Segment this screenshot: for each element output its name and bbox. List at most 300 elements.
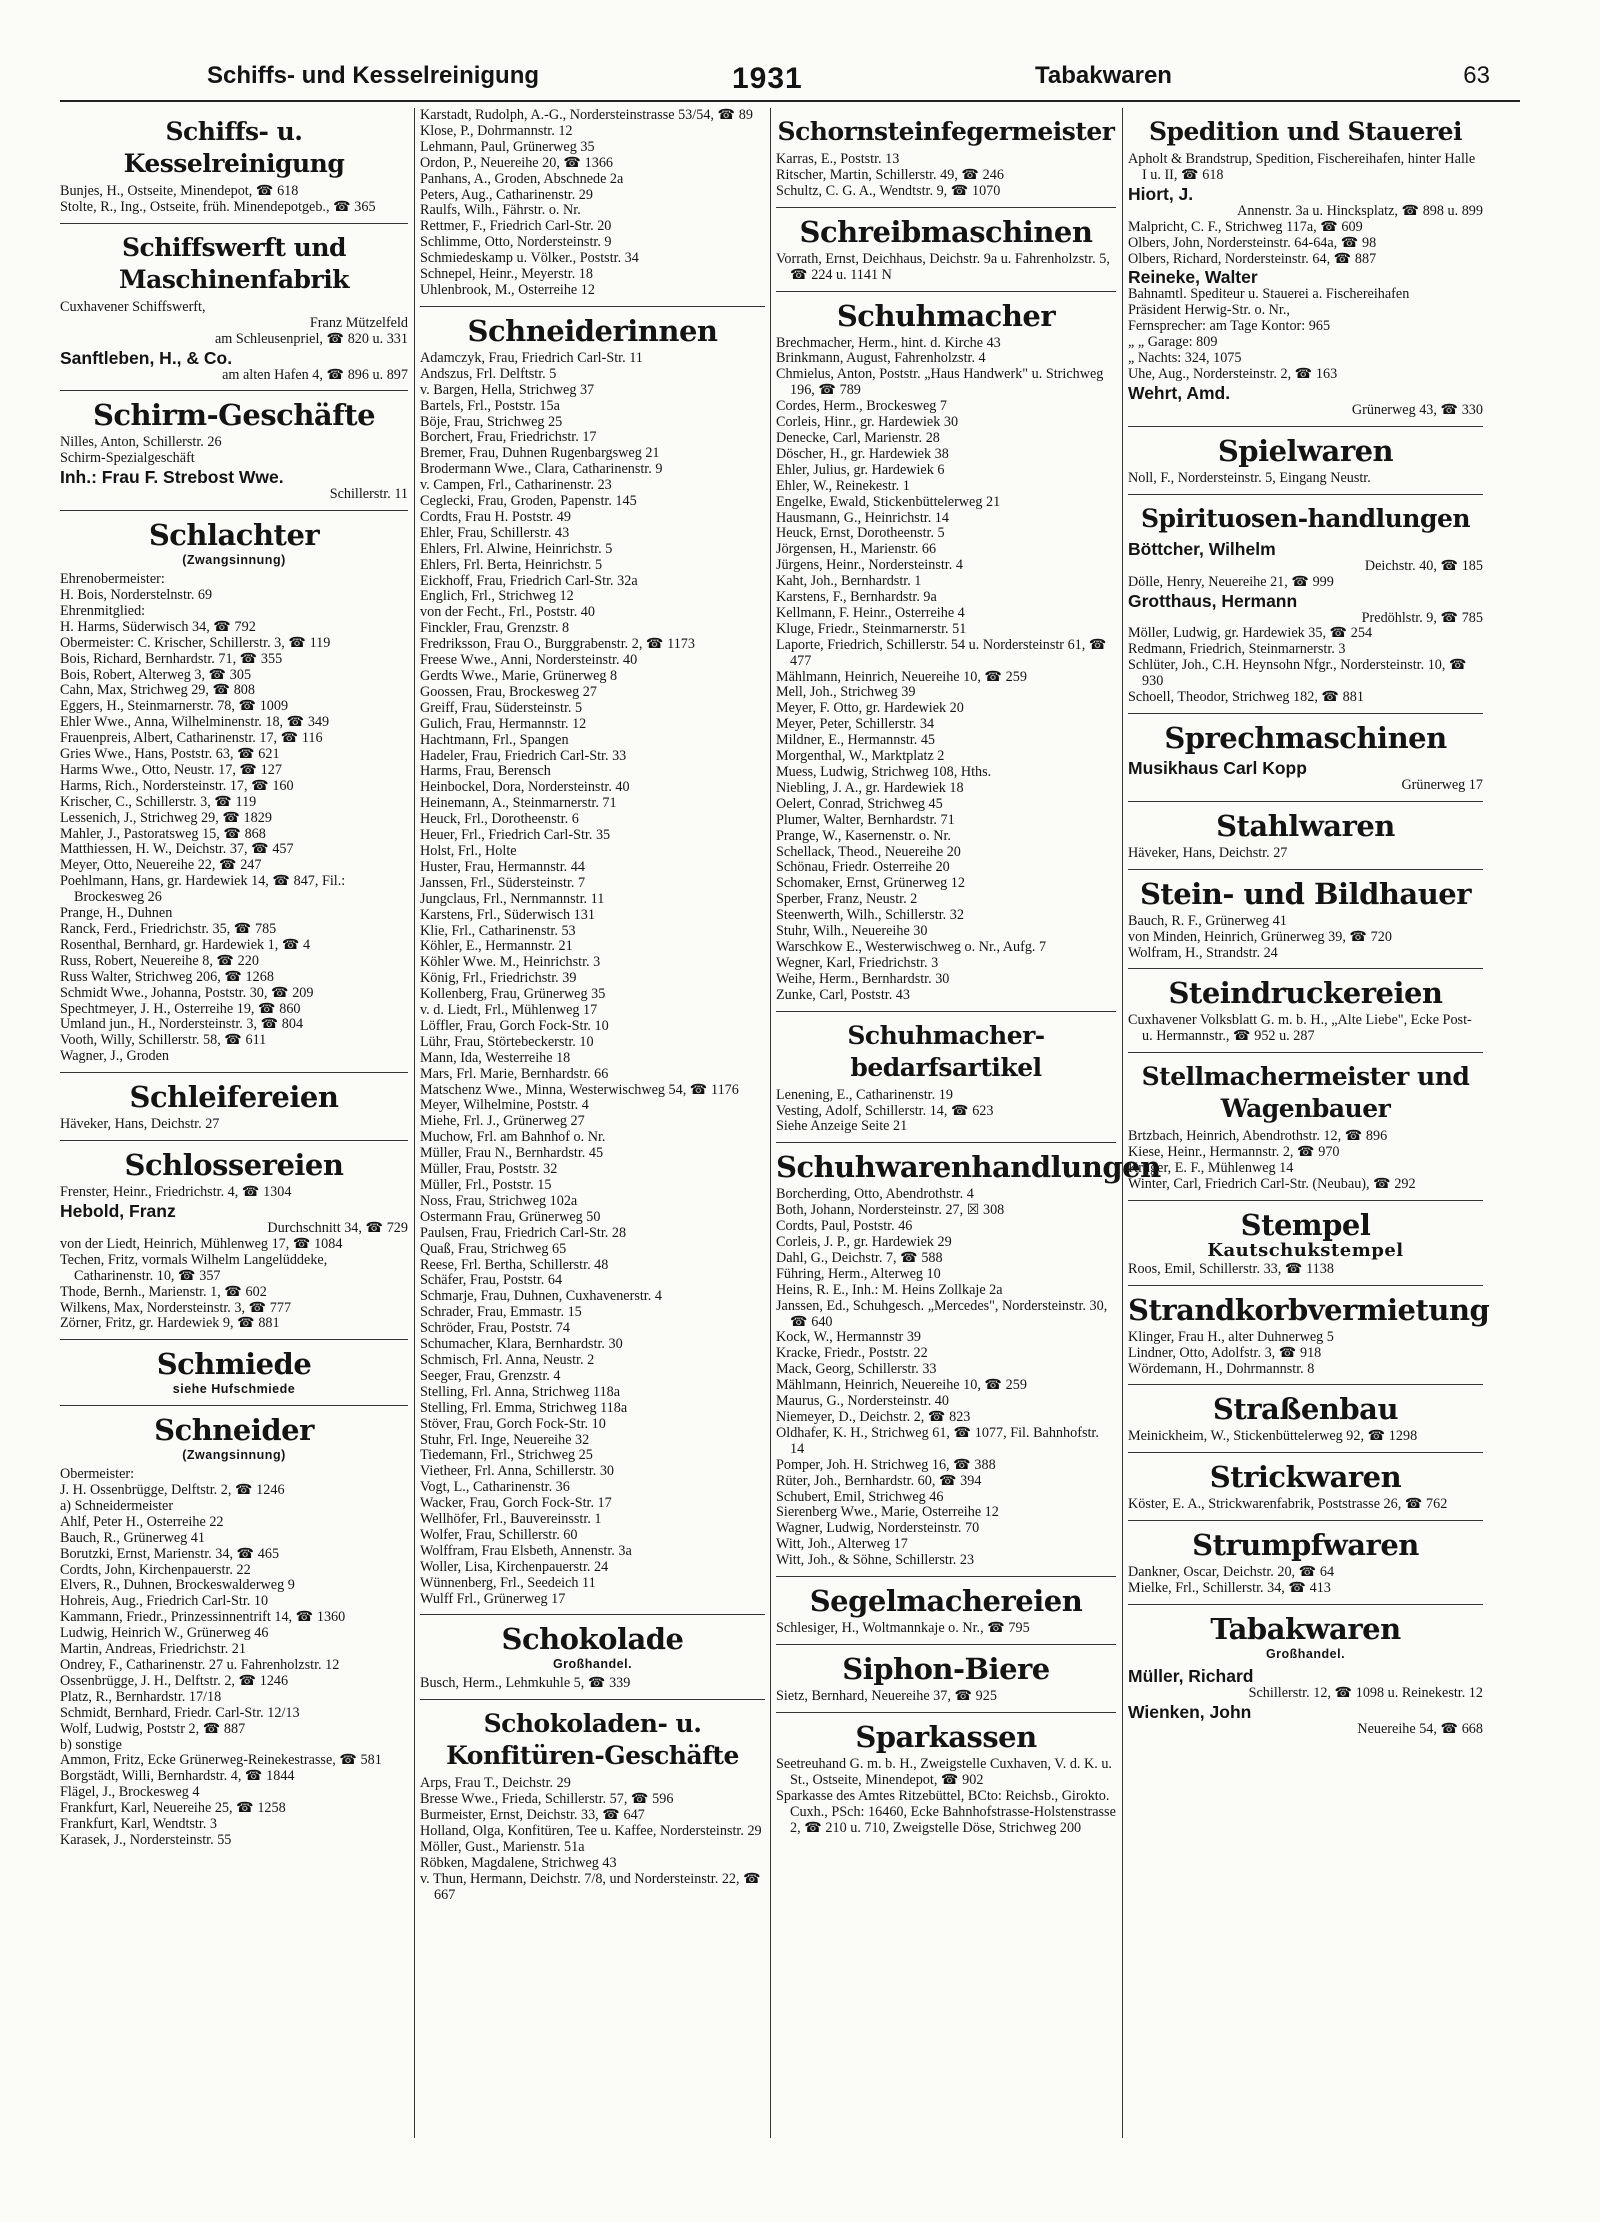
directory-entry: Kock, W., Hermannstr 39 <box>776 1329 922 1346</box>
directory-entry: Neuereihe 54, ☎ 668 <box>1357 1720 1483 1737</box>
directory-entry: Matthiessen, H. W., Deichstr. 37, ☎ 457 <box>60 841 294 858</box>
page-header <box>60 62 1540 102</box>
directory-entry: Eickhoff, Frau, Friedrich Carl-Str. 32a <box>420 572 638 589</box>
directory-entry: Muchow, Frl. am Bahnhof o. Nr. <box>420 1129 606 1146</box>
directory-entry: Mählmann, Heinrich, Neuereihe 10, ☎ 259 <box>776 1377 1027 1394</box>
directory-entry: Wolf, Ludwig, Poststr 2, ☎ 887 <box>60 1720 246 1737</box>
section-rule <box>420 306 765 307</box>
directory-entry: Klose, P., Dohrmannstr. 12 <box>420 122 573 139</box>
directory-entry: Karasek, J., Nordersteinstr. 55 <box>60 1831 232 1848</box>
directory-entry: Martin, Andreas, Friedrichstr. 21 <box>60 1641 246 1658</box>
directory-entry: Musikhaus Carl Kopp <box>1128 757 1307 778</box>
directory-entry: Borutzki, Ernst, Marienstr. 34, ☎ 465 <box>60 1545 280 1562</box>
section-heading: Stellmachermeister und Wagenbauer <box>1141 1062 1470 1124</box>
directory-entry: Müller, Frau N., Bernhardstr. 45 <box>420 1145 604 1162</box>
directory-entry: Wolfer, Frau, Schillerstr. 60 <box>420 1526 578 1543</box>
directory-entry: Noss, Frau, Strichweg 102a <box>420 1192 578 1209</box>
directory-entry: Schoell, Theodor, Strichweg 182, ☎ 881 <box>1128 689 1364 706</box>
directory-entry: Bauch, R., Grünerweg 41 <box>60 1529 205 1546</box>
directory-entry: Andszus, Frl. Delftstr. 5 <box>420 365 557 382</box>
directory-entry: Karstens, Frl., Süderwisch 131 <box>420 906 595 923</box>
directory-entry: Brechmacher, Herm., hint. d. Kirche 43 <box>776 334 1001 351</box>
directory-entry: Kellmann, F. Heinr., Osterreihe 4 <box>776 604 965 621</box>
directory-entry: Frenster, Heinr., Friedrichstr. 4, ☎ 1304 <box>60 1184 292 1201</box>
directory-entry: Schillerstr. 12, ☎ 1098 u. Reinekestr. 12 <box>1248 1684 1483 1701</box>
directory-entry: Vogt, L., Catharinenstr. 36 <box>420 1479 570 1496</box>
directory-entry: Schönau, Friedr. Osterreihe 20 <box>776 859 950 876</box>
directory-entry: von der Fecht., Frl., Poststr. 40 <box>420 604 595 621</box>
section-rule <box>60 1140 408 1141</box>
directory-entry: Engelke, Ewald, Stickenbüttelerweg 21 <box>776 493 1001 510</box>
directory-entry: Arps, Frau T., Deichstr. 29 <box>420 1775 571 1792</box>
directory-entry: H. Bois, Norderstelnstr. 69 <box>60 586 213 603</box>
directory-entry: Klinger, Frau H., alter Duhnerweg 5 <box>1128 1328 1334 1345</box>
section-rule <box>776 1011 1116 1012</box>
directory-entry: Cordts, Paul, Poststr. 46 <box>776 1218 913 1235</box>
directory-entry: Präsident Herwig-Str. o. Nr., <box>1128 302 1290 319</box>
header-rule <box>60 100 1520 102</box>
directory-entry: Prange, W., Kasernenstr. o. Nr. <box>776 827 951 844</box>
directory-entry: Mell, Joh., Strichweg 39 <box>776 684 916 701</box>
directory-entry: Stuhr, Wilh., Neuereihe 30 <box>776 923 928 940</box>
directory-entry: Gries Wwe., Hans, Poststr. 63, ☎ 621 <box>60 746 280 763</box>
directory-entry: a) Schneidermeister <box>60 1497 174 1514</box>
directory-entry: Meyer, F. Otto, gr. Hardewiek 20 <box>776 700 964 717</box>
section-rule <box>1128 1200 1483 1201</box>
directory-entry: Schröder, Frau, Poststr. 74 <box>420 1320 570 1337</box>
directory-entry: Borchert, Frau, Friedrichstr. 17 <box>420 429 597 446</box>
directory-entry: Heinbockel, Dora, Nordersteinstr. 40 <box>420 779 630 796</box>
section-heading: Spielwaren <box>1217 433 1394 468</box>
directory-entry: Franz Mützelfeld <box>309 314 408 331</box>
running-head-year: 1931 <box>732 62 803 95</box>
section-rule <box>1128 494 1483 495</box>
directory-entry: Rettmer, F., Friedrich Carl-Str. 20 <box>420 218 612 235</box>
directory-entry: Meyer, Otto, Neuereihe 22, ☎ 247 <box>60 857 262 874</box>
directory-entry: Englich, Frl., Strichweg 12 <box>420 588 574 605</box>
directory-entry: J. H. Ossenbrügge, Delftstr. 2, ☎ 1246 <box>60 1482 285 1499</box>
section-subheading: siehe Hufschmiede <box>172 1382 296 1397</box>
directory-entry: Ehrenmitglied: <box>60 602 146 619</box>
directory-entry: Woller, Lisa, Kirchenpauerstr. 24 <box>420 1558 609 1575</box>
directory-entry: Adamczyk, Frau, Friedrich Carl-Str. 11 <box>420 349 643 366</box>
section-rule <box>60 1405 408 1406</box>
directory-entry: Heuck, Ernst, Dorotheenstr. 5 <box>776 525 945 542</box>
directory-entry: Janssen, Frl., Südersteinstr. 7 <box>420 874 586 891</box>
directory-entry: am alten Hafen 4, ☎ 896 u. 897 <box>222 366 408 383</box>
directory-entry: Apholt & Brandstrup, Spedition, Fischereihafen, hinter Halle I u. II, ☎ 618 <box>1128 151 1476 183</box>
directory-entry: Schmiedeskamp u. Völker., Poststr. 34 <box>420 250 639 267</box>
section-heading: Schlachter <box>148 518 320 553</box>
directory-entry: Borcherding, Otto, Abendrothstr. 4 <box>776 1186 974 1203</box>
directory-entry: Sietz, Bernhard, Neuereihe 37, ☎ 925 <box>776 1687 997 1704</box>
page-number: 63 <box>1463 62 1490 89</box>
directory-entry: Vorrath, Ernst, Deichhaus, Deichstr. 9a u. Fahrenholzstr. 5, ☎ 224 u. 1141 N <box>776 250 1110 283</box>
directory-entry: Wolfram, H., Strandstr. 24 <box>1128 944 1278 961</box>
directory-entry: Ehler, W., Reinekestr. 1 <box>776 477 910 494</box>
directory-entry: Karstens, F., Bernhardstr. 9a <box>776 589 937 606</box>
directory-entry: Olbers, Richard, Nordersteinstr. 64, ☎ 887 <box>1128 250 1377 267</box>
directory-entry: Techen, Fritz, vormals Wilhelm Langelüddeke, Catharinenstr. 10, ☎ 357 <box>60 1251 328 1284</box>
directory-entry: Lühr, Frau, Störtebeckerstr. 10 <box>420 1033 594 1050</box>
directory-entry: Weihe, Herm., Bernhardstr. 30 <box>776 970 950 987</box>
section-rule <box>60 1339 408 1340</box>
directory-entry: Jörgensen, H., Marienstr. 66 <box>776 541 937 558</box>
section-heading: Tabakwaren <box>1210 1612 1401 1647</box>
directory-entry: Huster, Frau, Hermannstr. 44 <box>420 858 585 875</box>
directory-entry: Laporte, Friedrich, Schillerstr. 54 u. Nordersteinstr 61, ☎ 477 <box>776 636 1107 669</box>
section-heading: Spedition und Stauerei <box>1148 117 1462 146</box>
directory-entry: Wagner, J., Groden <box>60 1048 169 1065</box>
directory-entry: Kracke, Friedr., Poststr. 22 <box>776 1345 928 1362</box>
directory-entry: Bremer, Frau, Duhnen Rugenbargsweg 21 <box>420 445 660 462</box>
directory-entry: v. Bargen, Hella, Strichweg 37 <box>420 381 595 398</box>
section-heading: Schmiede <box>156 1347 312 1382</box>
section-heading: Sprechmaschinen <box>1164 720 1447 755</box>
directory-entry: Führing, Herm., Alterweg 10 <box>776 1265 941 1282</box>
directory-entry: Chmielus, Anton, Poststr. „Haus Handwerk" u. Strichweg 196, ☎ 789 <box>776 366 1104 399</box>
directory-entry: Hebold, Franz <box>60 1200 176 1221</box>
directory-entry: Roos, Emil, Schillerstr. 33, ☎ 1138 <box>1128 1260 1334 1277</box>
section-subheading: Großhandel. <box>552 1657 633 1672</box>
directory-entry: Bresse Wwe., Frieda, Schillerstr. 57, ☎ 596 <box>420 1791 674 1808</box>
directory-entry: Greiff, Frau, Südersteinstr. 5 <box>420 699 583 716</box>
section-rule <box>1128 426 1483 427</box>
directory-entry: Bartels, Frl., Poststr. 15a <box>420 397 560 414</box>
directory-entry: Stöver, Frau, Gorch Fock-Str. 10 <box>420 1415 606 1432</box>
directory-entry: Dölle, Henry, Neuereihe 21, ☎ 999 <box>1128 573 1334 590</box>
section-rule <box>776 291 1116 292</box>
directory-entry: Plumer, Walter, Bernhardstr. 71 <box>776 811 955 828</box>
directory-entry: Kollenberg, Frau, Grünerweg 35 <box>420 986 606 1003</box>
directory-entry: Reineke, Walter <box>1128 267 1258 288</box>
directory-entry: Wegner, Karl, Friedrichstr. 3 <box>776 954 939 971</box>
directory-entry: Hiort, J. <box>1128 183 1194 204</box>
directory-entry: Lenening, E., Catharinenstr. 19 <box>776 1086 953 1103</box>
section-heading: Strandkorbvermietung <box>1128 1292 1490 1327</box>
directory-entry: Ehlers, Frl. Alwine, Heinrichstr. 5 <box>420 540 613 557</box>
directory-entry: Niebling, J. A., gr. Hardewiek 18 <box>776 779 964 796</box>
directory-entry: Wilkens, Max, Nordersteinstr. 3, ☎ 777 <box>60 1299 292 1316</box>
directory-entry: Heuer, Frl., Friedrich Carl-Str. 35 <box>420 827 611 844</box>
directory-entry: Schlüter, Joh., C.H. Heynsohn Nfgr., Nordersteinstr. 10, ☎ 930 <box>1128 657 1467 690</box>
directory-entry: Ahlf, Peter H., Osterreihe 22 <box>60 1513 224 1530</box>
directory-entry: v. Campen, Frl., Catharinenstr. 23 <box>420 477 612 494</box>
section-rule <box>776 1576 1116 1577</box>
directory-entry: Peters, Aug., Catharinenstr. 29 <box>420 186 593 203</box>
directory-entry: Krüger, E. F., Mühlenweg 14 <box>1128 1160 1294 1177</box>
directory-entry: Meyer, Wilhelmine, Poststr. 4 <box>420 1097 589 1114</box>
directory-entry: Ludwig, Heinrich W., Grünerweg 46 <box>60 1625 269 1642</box>
directory-entry: Seeger, Frau, Grenzstr. 4 <box>420 1367 561 1384</box>
directory-entry: Bois, Richard, Bernhardstr. 71, ☎ 355 <box>60 650 283 667</box>
directory-entry: Wagner, Ludwig, Nordersteinstr. 70 <box>776 1520 980 1537</box>
directory-entry: Corleis, J. P., gr. Hardewiek 29 <box>776 1234 952 1251</box>
directory-entry: Muess, Ludwig, Strichweg 108, Hths. <box>776 764 992 780</box>
directory-entry: Matschenz Wwe., Minna, Westerwischweg 54, ☎ 1176 <box>420 1081 739 1098</box>
directory-entry: b) sonstige <box>60 1736 122 1753</box>
directory-entry: Miehe, Frl. J., Grünerweg 27 <box>420 1113 585 1130</box>
section-heading: Schokolade <box>501 1622 684 1657</box>
section-heading: Sparkassen <box>855 1719 1037 1754</box>
directory-entry: Ondrey, F., Catharinenstr. 27 u. Fahrenholzstr. 12 <box>60 1657 340 1673</box>
directory-entry: Schnepel, Heinr., Meyerstr. 18 <box>420 266 593 283</box>
directory-entry: Fredriksson, Frau O., Burggrabenstr. 2, ☎ 1173 <box>420 636 695 653</box>
directory-entry: Corleis, Hinr., gr. Hardewiek 30 <box>776 414 959 431</box>
directory-entry: Harms, Rich., Nordersteinstr. 17, ☎ 160 <box>60 777 294 794</box>
directory-entry: Gerdts Wwe., Marie, Grünerweg 8 <box>420 668 618 684</box>
directory-entry: Karstadt, Rudolph, A.-G., Nordersteinstrasse 53/54, ☎ 89 <box>420 107 753 123</box>
directory-entry: Sparkasse des Amtes Ritzebüttel, BCto: Reichsb., Girokto. Cuxh., PSch: 16460, Ecke Bahnhofstrasse-Holstenstrasse 2, ☎ 210 u. 710, Zweigstelle Döse, Strichweg 200 <box>776 1787 1116 1836</box>
directory-entry: „ „ Garage: 809 <box>1128 334 1218 351</box>
directory-entry: von der Liedt, Heinrich, Mühlenweg 17, ☎ 1084 <box>60 1235 343 1252</box>
directory-entry: Inh.: Frau F. Strebost Wwe. <box>60 467 284 488</box>
directory-entry: Bunjes, H., Ostseite, Minendepot, ☎ 618 <box>60 183 299 199</box>
directory-entry: Ritscher, Martin, Schillerstr. 49, ☎ 246 <box>776 166 1004 183</box>
directory-entry: Panhans, A., Groden, Abschnede 2a <box>420 170 624 187</box>
directory-entry: Russ, Robert, Neuereihe 8, ☎ 220 <box>60 952 259 969</box>
directory-entry: Ehrenobermeister: <box>60 571 165 588</box>
directory-entry: Jungclaus, Frl., Nernmannstr. 11 <box>420 890 605 907</box>
directory-entry: Brodermann Wwe., Clara, Catharinenstr. 9 <box>420 461 663 478</box>
section-rule <box>1128 1384 1483 1385</box>
section-heading: Schiffs- u. Kesselreinigung <box>123 117 345 178</box>
directory-entry: Seetreuhand G. m. b. H., Zweigstelle Cuxhaven, V. d. K. u. St., Ostseite, Minendepot, ☎ 902 <box>776 1755 1112 1788</box>
directory-entry: Olbers, John, Nordersteinstr. 64-64a, ☎ 98 <box>1128 234 1377 251</box>
directory-entry: Schomaker, Ernst, Grünerweg 12 <box>776 875 965 892</box>
directory-entry: Holst, Frl., Holte <box>420 842 517 859</box>
directory-entry: Cordts, John, Kirchenpauerstr. 22 <box>60 1561 251 1578</box>
directory-entry: Warschkow E., Westerwischweg o. Nr., Aufg. 7 <box>776 938 1047 955</box>
directory-entry: Stuhr, Frl. Inge, Neuereihe 32 <box>420 1431 590 1448</box>
directory-entry: Schäfer, Frau, Poststr. 64 <box>420 1272 563 1289</box>
directory-entry: Freese Wwe., Anni, Nordersteinstr. 40 <box>420 652 638 669</box>
section-heading: Strickwaren <box>1209 1460 1402 1495</box>
directory-entry: Eggers, H., Steinmarnerstr. 78, ☎ 1009 <box>60 698 289 715</box>
directory-entry: Häveker, Hans, Deichstr. 27 <box>1128 844 1288 861</box>
section-heading: Schreibmaschinen <box>799 214 1093 249</box>
section-rule <box>1128 1285 1483 1286</box>
section-rule <box>60 390 408 391</box>
directory-entry: Grünerweg 43, ☎ 330 <box>1351 401 1483 418</box>
directory-entry: Morgenthal, W., Marktplatz 2 <box>776 748 945 765</box>
directory-entry: Mack, Georg, Schillerstr. 33 <box>776 1361 937 1378</box>
section-heading: Segelmachereien <box>809 1584 1083 1619</box>
section-heading: Strumpfwaren <box>1192 1528 1419 1563</box>
section-subheading: Kautschukstempel <box>1207 1239 1404 1261</box>
directory-entry: Mars, Frl. Marie, Bernhardstr. 66 <box>420 1065 609 1082</box>
directory-entry: Witt, Joh., Alterweg 17 <box>776 1536 908 1553</box>
section-heading: Schlossereien <box>124 1148 344 1183</box>
directory-entry: Schultz, C. G. A., Wendtstr. 9, ☎ 1070 <box>776 182 1001 199</box>
section-heading: Spirituosen-handlungen <box>1140 503 1471 533</box>
directory-entry: Russ Walter, Strichweg 206, ☎ 1268 <box>60 968 274 985</box>
directory-entry: Zörner, Fritz, gr. Hardewiek 9, ☎ 881 <box>60 1315 280 1332</box>
directory-entry: Hadeler, Frau, Friedrich Carl-Str. 33 <box>420 747 627 764</box>
directory-entry: Malpricht, C. F., Strichweg 117a, ☎ 609 <box>1128 218 1363 235</box>
directory-entry: Ammon, Fritz, Ecke Grünerweg-Reinekestrasse, ☎ 581 <box>60 1752 382 1769</box>
section-rule <box>1128 968 1483 969</box>
section-rule <box>1128 801 1483 802</box>
directory-entry: Oldhafer, K. H., Strichweg 61, ☎ 1077, Fil. Bahnhofstr. 14 <box>776 1424 1099 1457</box>
directory-entry: Reese, Frl. Bertha, Schillerstr. 48 <box>420 1256 609 1273</box>
directory-entry: Janssen, Ed., Schuhgesch. „Mercedes", Nordersteinstr. 30, ☎ 640 <box>776 1297 1108 1330</box>
directory-entry: Möller, Ludwig, gr. Hardewiek 35, ☎ 254 <box>1128 625 1373 642</box>
directory-entry: Hausmann, G., Heinrichstr. 14 <box>776 509 949 526</box>
directory-entry: Ehlers, Frl. Berta, Heinrichstr. 5 <box>420 556 603 573</box>
section-heading: Straßenbau <box>1212 1392 1399 1427</box>
directory-entry: Müller, Richard <box>1128 1665 1254 1686</box>
directory-entry: Krischer, C., Schillerstr. 3, ☎ 119 <box>60 793 257 810</box>
column-2 <box>420 108 765 1904</box>
directory-entry: Siehe Anzeige Seite 21 <box>776 1118 908 1135</box>
directory-entry: Holland, Olga, Konfitüren, Tee u. Kaffee, Nordersteinstr. 29 <box>420 1823 762 1839</box>
directory-entry: H. Harms, Süderwisch 34, ☎ 792 <box>60 618 256 635</box>
directory-entry: Both, Johann, Nordersteinstr. 27, ☒ 308 <box>776 1202 1005 1219</box>
directory-entry: Platz, R., Bernhardstr. 17/18 <box>60 1688 222 1705</box>
directory-entry: Schmidt, Bernhard, Friedr. Carl-Str. 12/13 <box>60 1704 300 1721</box>
directory-entry: „ Nachts: 324, 1075 <box>1128 350 1242 367</box>
directory-entry: Jürgens, Heinr., Nordersteinstr. 4 <box>776 557 963 574</box>
section-subheading: Großhandel. <box>1265 1647 1346 1662</box>
directory-entry: Sperber, Franz, Neustr. 2 <box>776 891 918 908</box>
section-subheading: (Zwangsinnung) <box>182 553 286 568</box>
directory-entry: Fernsprecher: am Tage Kontor: 965 <box>1128 318 1331 335</box>
directory-entry: Stelling, Frl. Anna, Strichweg 118a <box>420 1383 621 1400</box>
directory-entry: Klie, Frl., Catharinenstr. 53 <box>420 922 576 939</box>
directory-entry: Grotthaus, Hermann <box>1128 590 1298 611</box>
directory-entry: am Schleusenpriel, ☎ 820 u. 331 <box>214 330 408 347</box>
section-heading: Schleifereien <box>129 1080 339 1115</box>
directory-entry: Wienken, John <box>1128 1701 1252 1722</box>
column-1 <box>60 108 408 1849</box>
section-rule <box>776 1142 1116 1143</box>
directory-entry: Ossenbrügge, J. H., Delftstr. 2, ☎ 1246 <box>60 1672 289 1689</box>
directory-entry: Meyer, Peter, Schillerstr. 34 <box>776 716 935 733</box>
section-rule <box>1128 1520 1483 1521</box>
directory-entry: Oelert, Conrad, Strichweg 45 <box>776 795 943 812</box>
directory-entry: Hohreis, Aug., Friedrich Carl-Str. 10 <box>60 1593 269 1610</box>
directory-entry: Sanftleben, H., & Co. <box>60 347 233 368</box>
directory-entry: Cahn, Max, Strichweg 29, ☎ 808 <box>60 682 255 699</box>
section-rule <box>1128 869 1483 870</box>
directory-entry: Flägel, J., Brockesweg 4 <box>60 1784 200 1801</box>
directory-entry: Kluge, Friedr., Steinmarnerstr. 51 <box>776 620 967 637</box>
directory-entry: Noll, F., Nordersteinstr. 5, Eingang Neustr. <box>1128 469 1371 486</box>
directory-entry: Bahnamtl. Spediteur u. Stauerei a. Fischereihafen <box>1128 286 1410 303</box>
directory-entry: Wellhöfer, Frl., Bauvereinsstr. 1 <box>420 1511 602 1528</box>
directory-entry: Mielke, Frl., Schillerstr. 34, ☎ 413 <box>1128 1580 1331 1597</box>
directory-entry: Ehler, Frau, Schillerstr. 43 <box>420 524 570 541</box>
directory-entry: Schlesiger, H., Woltmannkaje o. Nr., ☎ 795 <box>776 1620 1030 1637</box>
section-rule <box>1128 1604 1483 1605</box>
directory-entry: Wördemann, H., Dohrmannstr. 8 <box>1128 1360 1315 1377</box>
directory-entry: Schlimme, Otto, Nordersteinstr. 9 <box>420 234 612 251</box>
section-rule <box>1128 1052 1483 1053</box>
directory-entry: Heinemann, A., Steinmarnerstr. 71 <box>420 795 617 812</box>
directory-entry: Tiedemann, Frl., Strichweg 25 <box>420 1447 593 1464</box>
directory-entry: Ehler, Julius, gr. Hardewiek 6 <box>776 461 945 478</box>
directory-entry: Uhe, Aug., Nordersteinstr. 2, ☎ 163 <box>1128 365 1338 382</box>
directory-entry: v. Thun, Hermann, Deichstr. 7/8, und Nordersteinstr. 22, ☎ 667 <box>420 1870 761 1903</box>
directory-entry: Schmisch, Frl. Anna, Neustr. 2 <box>420 1351 595 1368</box>
directory-entry: Lessenich, J., Strichweg 29, ☎ 1829 <box>60 809 272 826</box>
section-heading: Schneider <box>154 1413 314 1448</box>
directory-entry: Heins, R. E., Inh.: M. Heins Zollkaje 2a <box>776 1281 1003 1298</box>
directory-entry: Böttcher, Wilhelm <box>1128 538 1276 559</box>
section-heading: Schirm-Geschäfte <box>92 398 376 433</box>
directory-entry: Dankner, Oscar, Deichstr. 20, ☎ 64 <box>1128 1564 1335 1581</box>
directory-entry: Röbken, Magdalene, Strichweg 43 <box>420 1854 617 1871</box>
directory-entry: Löffler, Frau, Gorch Fock-Str. 10 <box>420 1017 609 1034</box>
directory-entry: Mann, Ida, Westerreihe 18 <box>420 1049 571 1066</box>
directory-entry: Dahl, G., Deichstr. 7, ☎ 588 <box>776 1249 943 1266</box>
directory-entry: Pomper, Joh. H. Strichweg 16, ☎ 388 <box>776 1456 996 1473</box>
directory-entry: Müller, Frau, Poststr. 32 <box>420 1161 558 1178</box>
directory-entry: Predöhlstr. 9, ☎ 785 <box>1361 609 1483 626</box>
section-rule <box>776 1644 1116 1645</box>
directory-entry: Stolte, R., Ing., Ostseite, früh. Minendepotgeb., ☎ 365 <box>60 198 376 215</box>
directory-entry: Rosenthal, Bernhard, gr. Hardewiek 1, ☎ 4 <box>60 936 311 953</box>
directory-entry: Mildner, E., Hermannstr. 45 <box>776 732 936 749</box>
directory-entry: Borgstädt, Willi, Bernhardstr. 4, ☎ 1844 <box>60 1768 295 1785</box>
directory-entry: Wehrt, Amd. <box>1128 382 1231 403</box>
directory-entry: Maurus, G., Nordersteinstr. 40 <box>776 1393 949 1410</box>
directory-entry: Bauch, R. F., Grünerweg 41 <box>1128 912 1287 929</box>
directory-entry: Deichstr. 40, ☎ 185 <box>1364 557 1483 574</box>
directory-entry: Böje, Frau, Strichweg 25 <box>420 413 563 430</box>
directory-entry: Ordon, P., Neuereihe 20, ☎ 1366 <box>420 154 614 171</box>
directory-entry: Schillerstr. 11 <box>329 486 408 503</box>
directory-entry: Lindner, Otto, Adolfstr. 3, ☎ 918 <box>1128 1344 1322 1361</box>
directory-entry: Durchschnitt 34, ☎ 729 <box>267 1219 408 1236</box>
section-heading: Schuhwarenhandlungen <box>776 1150 1161 1185</box>
section-rule <box>1128 1452 1483 1453</box>
running-head-left: Schiffs- und Kesselreinigung <box>207 62 540 89</box>
section-rule <box>60 1072 408 1073</box>
section-heading: Schiffswerft und Maschinenfabrik <box>118 232 350 294</box>
directory-entry: Döscher, H., gr. Hardewiek 38 <box>776 445 949 462</box>
directory-entry: Grünerweg 17 <box>1401 776 1483 793</box>
directory-entry: Paulsen, Frau, Friedrich Carl-Str. 28 <box>420 1224 627 1241</box>
section-subheading: (Zwangsinnung) <box>182 1448 286 1463</box>
column-divider <box>414 108 415 2138</box>
directory-entry: Bois, Robert, Alterweg 3, ☎ 305 <box>60 666 252 683</box>
directory-entry: Häveker, Hans, Deichstr. 27 <box>60 1116 220 1133</box>
directory-entry: v. d. Liedt, Frl., Mühlenweg 17 <box>420 1002 598 1019</box>
directory-entry: Vietheer, Frl. Anna, Schillerstr. 30 <box>420 1463 615 1480</box>
section-heading: Schuhmacher <box>836 298 1056 333</box>
directory-entry: Schmidt Wwe., Johanna, Poststr. 30, ☎ 209 <box>60 984 314 1001</box>
directory-entry: Möller, Gust., Marienstr. 51a <box>420 1838 585 1855</box>
directory-entry: König, Frl., Friedrichstr. 39 <box>420 970 577 987</box>
section-heading: Stempel <box>1240 1207 1371 1242</box>
directory-entry: Mählmann, Heinrich, Neuereihe 10, ☎ 259 <box>776 668 1027 685</box>
directory-entry: Vesting, Adolf, Schillerstr. 14, ☎ 623 <box>776 1102 994 1119</box>
directory-entry: Heuck, Frl., Dorotheenstr. 6 <box>420 811 579 828</box>
directory-entry: Harms, Frau, Berensch <box>420 763 551 780</box>
directory-entry: Kiese, Heinr., Hermannstr. 2, ☎ 970 <box>1128 1144 1340 1161</box>
directory-entry: Kaht, Joh., Bernhardstr. 1 <box>776 573 922 590</box>
directory-entry: Gulich, Frau, Hermannstr. 12 <box>420 715 587 732</box>
directory-entry: Raulfs, Wilh., Fährstr. o. Nr. <box>420 202 581 219</box>
directory-entry: Burmeister, Ernst, Deichstr. 33, ☎ 647 <box>420 1807 645 1824</box>
directory-entry: Goossen, Frau, Brockesweg 27 <box>420 683 597 700</box>
directory-entry: Finckler, Frau, Grenzstr. 8 <box>420 620 570 637</box>
directory-entry: Frankfurt, Karl, Wendtstr. 3 <box>60 1816 217 1833</box>
directory-entry: Umland jun., H., Nordersteinstr. 3, ☎ 804 <box>60 1016 304 1033</box>
directory-entry: Uhlenbrook, M., Osterreihe 12 <box>420 281 595 298</box>
